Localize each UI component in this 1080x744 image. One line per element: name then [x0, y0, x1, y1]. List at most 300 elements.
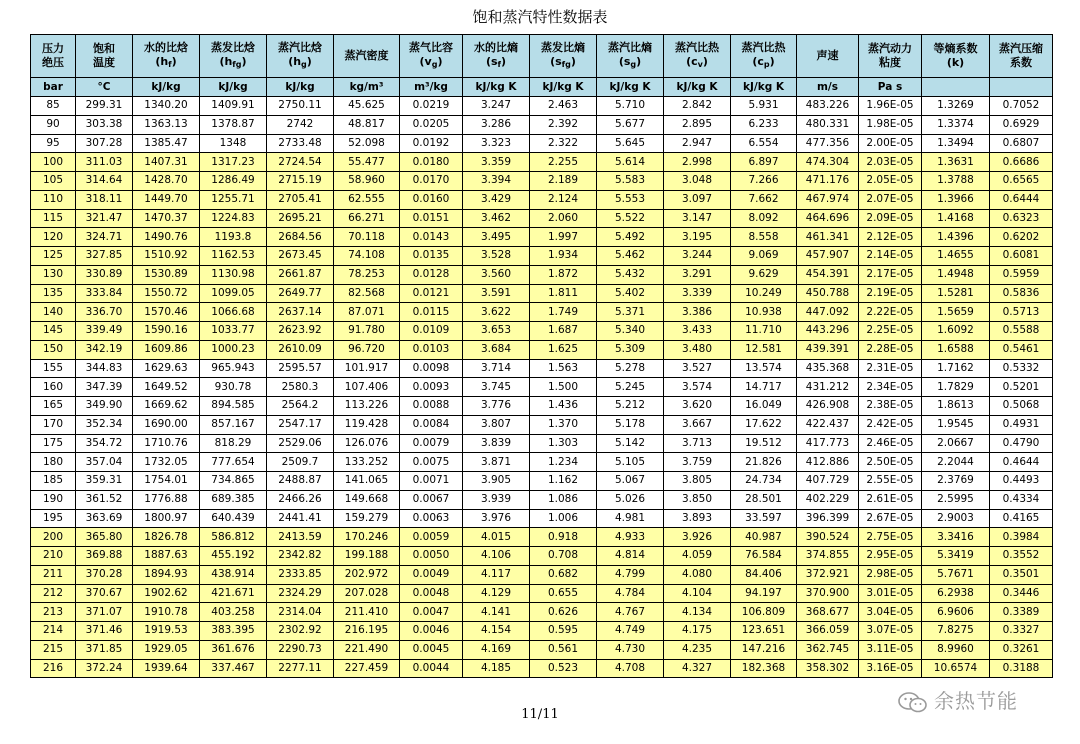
table-cell: 3.839: [463, 434, 530, 453]
column-header: [664, 35, 731, 78]
table-cell: 3.359: [463, 153, 530, 172]
table-cell: 361.52: [76, 490, 133, 509]
column-header-line2: [859, 56, 921, 70]
column-header-line2: [31, 56, 75, 70]
column-header-symbol: (s: [618, 54, 631, 68]
table-cell: 2.189: [530, 172, 597, 191]
table-cell: 5.462: [597, 247, 664, 266]
table-cell: 2661.87: [267, 265, 334, 284]
table-cell: 2637.14: [267, 303, 334, 322]
table-cell: 2.3769: [922, 472, 990, 491]
column-header-line1: 蒸汽比热: [675, 40, 719, 54]
table-cell: 159.279: [334, 509, 400, 528]
table-cell: 6.554: [731, 134, 797, 153]
table-cell: 403.258: [200, 603, 267, 622]
table-cell: 1.749: [530, 303, 597, 322]
table-cell: 4.784: [597, 584, 664, 603]
table-cell: 1385.47: [133, 134, 200, 153]
table-cell: 2.28E-05: [859, 340, 922, 359]
column-header-subscript: f: [168, 59, 172, 69]
table-cell: 370.28: [76, 565, 133, 584]
column-header-subscript: v: [697, 59, 703, 69]
table-cell: 2.34E-05: [859, 378, 922, 397]
table-cell: 1.234: [530, 453, 597, 472]
table-cell: 734.865: [200, 472, 267, 491]
table-cell: 363.69: [76, 509, 133, 528]
table-cell: 318.11: [76, 190, 133, 209]
column-header: [922, 35, 990, 78]
table-cell: 1.500: [530, 378, 597, 397]
table-cell: 307.28: [76, 134, 133, 153]
table-cell: 0.0109: [400, 322, 463, 341]
table-row: [31, 303, 1053, 322]
table-cell: 347.39: [76, 378, 133, 397]
table-cell: 2.12E-05: [859, 228, 922, 247]
table-cell: 1.436: [530, 397, 597, 416]
table-row: [31, 565, 1053, 584]
table-cell: 461.341: [797, 228, 859, 247]
table-cell: 90: [31, 115, 76, 134]
table-cell: 1286.49: [200, 172, 267, 191]
table-cell: 1.086: [530, 490, 597, 509]
table-cell: 211: [31, 565, 76, 584]
table-cell: 4.749: [597, 622, 664, 641]
table-cell: 2.463: [530, 97, 597, 116]
table-cell: 5.402: [597, 284, 664, 303]
table-cell: 62.555: [334, 190, 400, 209]
table-cell: 0.0045: [400, 640, 463, 659]
column-header-line1: 蒸汽动力: [868, 42, 912, 55]
table-cell: 2277.11: [267, 659, 334, 678]
table-cell: 1.4168: [922, 209, 990, 228]
table-cell: 407.729: [797, 472, 859, 491]
table-cell: 211.410: [334, 603, 400, 622]
table-cell: 2547.17: [267, 415, 334, 434]
table-cell: 2.9003: [922, 509, 990, 528]
table-cell: 431.212: [797, 378, 859, 397]
table-cell: 2695.21: [267, 209, 334, 228]
table-cell: 3.04E-05: [859, 603, 922, 622]
table-cell: 443.296: [797, 322, 859, 341]
table-cell: 447.092: [797, 303, 859, 322]
table-cell: 344.83: [76, 359, 133, 378]
column-header-symbol: 系数: [1010, 56, 1032, 69]
table-row: [31, 528, 1053, 547]
column-header-subscript: g: [630, 59, 637, 69]
table-cell: 450.788: [797, 284, 859, 303]
table-cell: 2.31E-05: [859, 359, 922, 378]
column-header-line2: $(h_{fg})$: [219, 54, 247, 69]
table-cell: 6.9606: [922, 603, 990, 622]
table-cell: 126.076: [334, 434, 400, 453]
table-cell: 0.6929: [990, 115, 1053, 134]
column-header: [797, 35, 859, 78]
table-cell: 354.72: [76, 434, 133, 453]
table-cell: 133.252: [334, 453, 400, 472]
table-cell: 2.17E-05: [859, 265, 922, 284]
table-cell: 11.710: [731, 322, 797, 341]
table-cell: 365.80: [76, 528, 133, 547]
table-cell: 1.687: [530, 322, 597, 341]
table-cell: 0.6323: [990, 209, 1053, 228]
table-cell: 342.19: [76, 340, 133, 359]
column-header-symbol: (h: [155, 54, 169, 68]
table-cell: 2.50E-05: [859, 453, 922, 472]
table-cell: 0.0048: [400, 584, 463, 603]
table-cell: 0.3188: [990, 659, 1053, 678]
table-cell: 3.247: [463, 97, 530, 116]
table-cell: 3.386: [664, 303, 731, 322]
table-cell: 5.245: [597, 378, 664, 397]
table-cell: 0.0121: [400, 284, 463, 303]
table-cell: 2.05E-05: [859, 172, 922, 191]
table-cell: 185: [31, 472, 76, 491]
table-cell: 1894.93: [133, 565, 200, 584]
table-cell: 213: [31, 603, 76, 622]
table-cell: 5.432: [597, 265, 664, 284]
table-cell: 1910.78: [133, 603, 200, 622]
table-cell: 1690.00: [133, 415, 200, 434]
table-cell: 3.776: [463, 397, 530, 416]
table-cell: 3.653: [463, 322, 530, 341]
table-cell: 2.98E-05: [859, 565, 922, 584]
table-cell: 1.370: [530, 415, 597, 434]
table-cell: 3.905: [463, 472, 530, 491]
unit-cell: Pa s: [859, 78, 922, 97]
unit-cell: kJ/kg K: [597, 78, 664, 97]
table-cell: 9.629: [731, 265, 797, 284]
table-cell: 5.309: [597, 340, 664, 359]
table-cell: 66.271: [334, 209, 400, 228]
table-cell: 0.6444: [990, 190, 1053, 209]
table-cell: 0.3501: [990, 565, 1053, 584]
table-cell: 2.67E-05: [859, 509, 922, 528]
table-cell: 0.5461: [990, 340, 1053, 359]
table-cell: 412.886: [797, 453, 859, 472]
table-cell: 0.0180: [400, 153, 463, 172]
table-cell: 370.900: [797, 584, 859, 603]
table-cell: 1.303: [530, 434, 597, 453]
table-cell: 2.25E-05: [859, 322, 922, 341]
table-cell: 221.490: [334, 640, 400, 659]
table-cell: 1.872: [530, 265, 597, 284]
table-row: [31, 322, 1053, 341]
table-cell: 105: [31, 172, 76, 191]
table-cell: 1.5659: [922, 303, 990, 322]
table-row: [31, 490, 1053, 509]
table-cell: 145: [31, 322, 76, 341]
table-cell: 4.169: [463, 640, 530, 659]
column-header: [530, 35, 597, 78]
table-cell: 175: [31, 434, 76, 453]
column-header-symbol: (v: [419, 54, 432, 68]
table-cell: 3.11E-05: [859, 640, 922, 659]
table-cell: 1.162: [530, 472, 597, 491]
table-cell: 1826.78: [133, 528, 200, 547]
table-cell: 40.987: [731, 528, 797, 547]
table-cell: 1550.72: [133, 284, 200, 303]
table-cell: 3.3416: [922, 528, 990, 547]
column-header-symbol: (s: [485, 54, 498, 68]
column-header-line2: $(s_{fg})$: [550, 54, 576, 69]
table-cell: 1449.70: [133, 190, 200, 209]
table-cell: 1.7162: [922, 359, 990, 378]
table-cell: 4.730: [597, 640, 664, 659]
column-header: [76, 35, 133, 78]
table-cell: 13.574: [731, 359, 797, 378]
table-cell: 1.3966: [922, 190, 990, 209]
table-cell: 1.997: [530, 228, 597, 247]
table-cell: 119.428: [334, 415, 400, 434]
table-cell: 1510.92: [133, 247, 200, 266]
table-cell: 0.5836: [990, 284, 1053, 303]
table-cell: 390.524: [797, 528, 859, 547]
table-cell: 7.662: [731, 190, 797, 209]
table-cell: 2.998: [664, 153, 731, 172]
table-cell: 130: [31, 265, 76, 284]
column-header: [334, 35, 400, 78]
column-header-line2: $(s_f)$: [485, 54, 507, 69]
table-cell: 3.339: [664, 284, 731, 303]
table-cell: 195: [31, 509, 76, 528]
table-cell: 1340.20: [133, 97, 200, 116]
table-cell: 359.31: [76, 472, 133, 491]
table-cell: 1.3631: [922, 153, 990, 172]
table-cell: 8.9960: [922, 640, 990, 659]
table-cell: 1.98E-05: [859, 115, 922, 134]
table-cell: 214: [31, 622, 76, 641]
table-cell: 1754.01: [133, 472, 200, 491]
table-cell: 3.323: [463, 134, 530, 153]
table-cell: 2.14E-05: [859, 247, 922, 266]
table-cell: 2.842: [664, 97, 731, 116]
table-cell: 402.229: [797, 490, 859, 509]
table-cell: 147.216: [731, 640, 797, 659]
table-cell: 2705.41: [267, 190, 334, 209]
table-cell: 94.197: [731, 584, 797, 603]
table-cell: 439.391: [797, 340, 859, 359]
column-header-symbol: (c: [752, 54, 764, 68]
table-cell: 3.714: [463, 359, 530, 378]
table-cell: 1.3494: [922, 134, 990, 153]
table-cell: 1130.98: [200, 265, 267, 284]
table-cell: 24.734: [731, 472, 797, 491]
table-cell: 455.192: [200, 547, 267, 566]
table-row: [31, 97, 1053, 116]
table-cell: 857.167: [200, 415, 267, 434]
table-cell: 0.0047: [400, 603, 463, 622]
table-cell: 371.46: [76, 622, 133, 641]
table-cell: 2466.26: [267, 490, 334, 509]
column-header-line2: [922, 56, 989, 70]
table-cell: 1.811: [530, 284, 597, 303]
table-cell: 0.5959: [990, 265, 1053, 284]
table-cell: 1629.63: [133, 359, 200, 378]
column-header-line1: 蒸汽比焓: [278, 40, 322, 54]
table-cell: 4.141: [463, 603, 530, 622]
table-cell: 170.246: [334, 528, 400, 547]
table-cell: 4.059: [664, 547, 731, 566]
table-cell: 5.371: [597, 303, 664, 322]
table-cell: 0.3389: [990, 603, 1053, 622]
table-cell: 165: [31, 397, 76, 416]
table-row: [31, 247, 1053, 266]
column-header-symbol: (k): [946, 56, 965, 69]
table-cell: 3.926: [664, 528, 731, 547]
table-cell: 3.622: [463, 303, 530, 322]
table-cell: 426.908: [797, 397, 859, 416]
column-header-line2: [990, 56, 1052, 70]
table-cell: 3.684: [463, 340, 530, 359]
column-header: [133, 35, 200, 78]
table-cell: 3.528: [463, 247, 530, 266]
table-cell: 0.0093: [400, 378, 463, 397]
table-cell: 2342.82: [267, 547, 334, 566]
table-cell: 368.677: [797, 603, 859, 622]
unit-cell: kJ/kg K: [664, 78, 731, 97]
table-cell: 0.6202: [990, 228, 1053, 247]
table-cell: 5.931: [731, 97, 797, 116]
table-cell: 1939.64: [133, 659, 200, 678]
table-cell: 5.026: [597, 490, 664, 509]
table-cell: 5.677: [597, 115, 664, 134]
table-cell: 0.0219: [400, 97, 463, 116]
table-cell: 1000.23: [200, 340, 267, 359]
table-cell: 1162.53: [200, 247, 267, 266]
table-cell: 1.934: [530, 247, 597, 266]
table-cell: 640.439: [200, 509, 267, 528]
table-cell: 170: [31, 415, 76, 434]
column-header-subscript: p: [763, 59, 770, 69]
table-cell: 4.106: [463, 547, 530, 566]
table-cell: 1.563: [530, 359, 597, 378]
table-cell: 5.067: [597, 472, 664, 491]
table-cell: 358.302: [797, 659, 859, 678]
table-cell: 0.0059: [400, 528, 463, 547]
table-cell: 396.399: [797, 509, 859, 528]
table-row: [31, 284, 1053, 303]
table-cell: 483.226: [797, 97, 859, 116]
column-header-symbol: (h: [219, 54, 233, 68]
table-cell: 4.327: [664, 659, 731, 678]
table-cell: 5.142: [597, 434, 664, 453]
table-cell: 0.4165: [990, 509, 1053, 528]
table-cell: 4.767: [597, 603, 664, 622]
table-cell: 4.117: [463, 565, 530, 584]
column-header-line1: 水的比熵: [474, 40, 518, 54]
table-cell: 3.976: [463, 509, 530, 528]
table-cell: 4.799: [597, 565, 664, 584]
table-cell: 1363.13: [133, 115, 200, 134]
table-cell: 6.897: [731, 153, 797, 172]
unit-cell: bar: [31, 78, 76, 97]
table-cell: 1929.05: [133, 640, 200, 659]
table-row: [31, 434, 1053, 453]
table-cell: 113.226: [334, 397, 400, 416]
table-cell: 1317.23: [200, 153, 267, 172]
table-cell: 155: [31, 359, 76, 378]
table-cell: 17.622: [731, 415, 797, 434]
table-cell: 14.717: [731, 378, 797, 397]
table-cell: 2.03E-05: [859, 153, 922, 172]
table-cell: 303.38: [76, 115, 133, 134]
table-cell: 314.64: [76, 172, 133, 191]
table-cell: 5.492: [597, 228, 664, 247]
table-cell: 3.01E-05: [859, 584, 922, 603]
table-cell: 417.773: [797, 434, 859, 453]
table-cell: 2.060: [530, 209, 597, 228]
table-cell: 6.2938: [922, 584, 990, 603]
table-cell: 7.266: [731, 172, 797, 191]
table-cell: 2684.56: [267, 228, 334, 247]
table-row: [31, 472, 1053, 491]
table-cell: 0.0151: [400, 209, 463, 228]
table-cell: 3.07E-05: [859, 622, 922, 641]
table-cell: 3.850: [664, 490, 731, 509]
table-cell: 48.817: [334, 115, 400, 134]
table-cell: 374.855: [797, 547, 859, 566]
document-title: 饱和蒸汽特性数据表: [472, 8, 608, 26]
table-cell: 818.29: [200, 434, 267, 453]
table-cell: 1378.87: [200, 115, 267, 134]
table-cell: 1255.71: [200, 190, 267, 209]
table-cell: 0.0143: [400, 228, 463, 247]
table-cell: 0.0075: [400, 453, 463, 472]
column-header-line1: 蒸汽比熵: [608, 40, 652, 54]
table-cell: 5.105: [597, 453, 664, 472]
table-cell: 2.61E-05: [859, 490, 922, 509]
table-cell: 0.6081: [990, 247, 1053, 266]
column-header-symbol: (c: [686, 54, 698, 68]
table-cell: 0.4644: [990, 453, 1053, 472]
column-header-line1: 蒸汽压缩: [999, 42, 1043, 55]
table-cell: 1.5281: [922, 284, 990, 303]
unit-cell: kJ/kg K: [530, 78, 597, 97]
table-cell: 3.291: [664, 265, 731, 284]
table-cell: 1224.83: [200, 209, 267, 228]
table-cell: 330.89: [76, 265, 133, 284]
table-cell: 55.477: [334, 153, 400, 172]
table-cell: 337.467: [200, 659, 267, 678]
table-cell: 3.394: [463, 172, 530, 191]
table-row: [31, 190, 1053, 209]
column-header-line2: $(c_p)$: [752, 54, 775, 69]
table-cell: 5.7671: [922, 565, 990, 584]
table-cell: 2564.2: [267, 397, 334, 416]
table-cell: 0.595: [530, 622, 597, 641]
table-cell: 0.0049: [400, 565, 463, 584]
table-cell: 324.71: [76, 228, 133, 247]
table-cell: 96.720: [334, 340, 400, 359]
table-row: [31, 547, 1053, 566]
table-cell: 3.939: [463, 490, 530, 509]
table-cell: 1902.62: [133, 584, 200, 603]
table-cell: 327.85: [76, 247, 133, 266]
table-cell: 125: [31, 247, 76, 266]
table-cell: 930.78: [200, 378, 267, 397]
table-cell: 1649.52: [133, 378, 200, 397]
table-cell: 1490.76: [133, 228, 200, 247]
table-cell: 0.5332: [990, 359, 1053, 378]
table-row: [31, 172, 1053, 191]
table-cell: 2.19E-05: [859, 284, 922, 303]
table-cell: 180: [31, 453, 76, 472]
units-row: [31, 78, 1053, 97]
column-header: [463, 35, 530, 78]
table-cell: 5.278: [597, 359, 664, 378]
table-cell: 106.809: [731, 603, 797, 622]
table-cell: 2529.06: [267, 434, 334, 453]
